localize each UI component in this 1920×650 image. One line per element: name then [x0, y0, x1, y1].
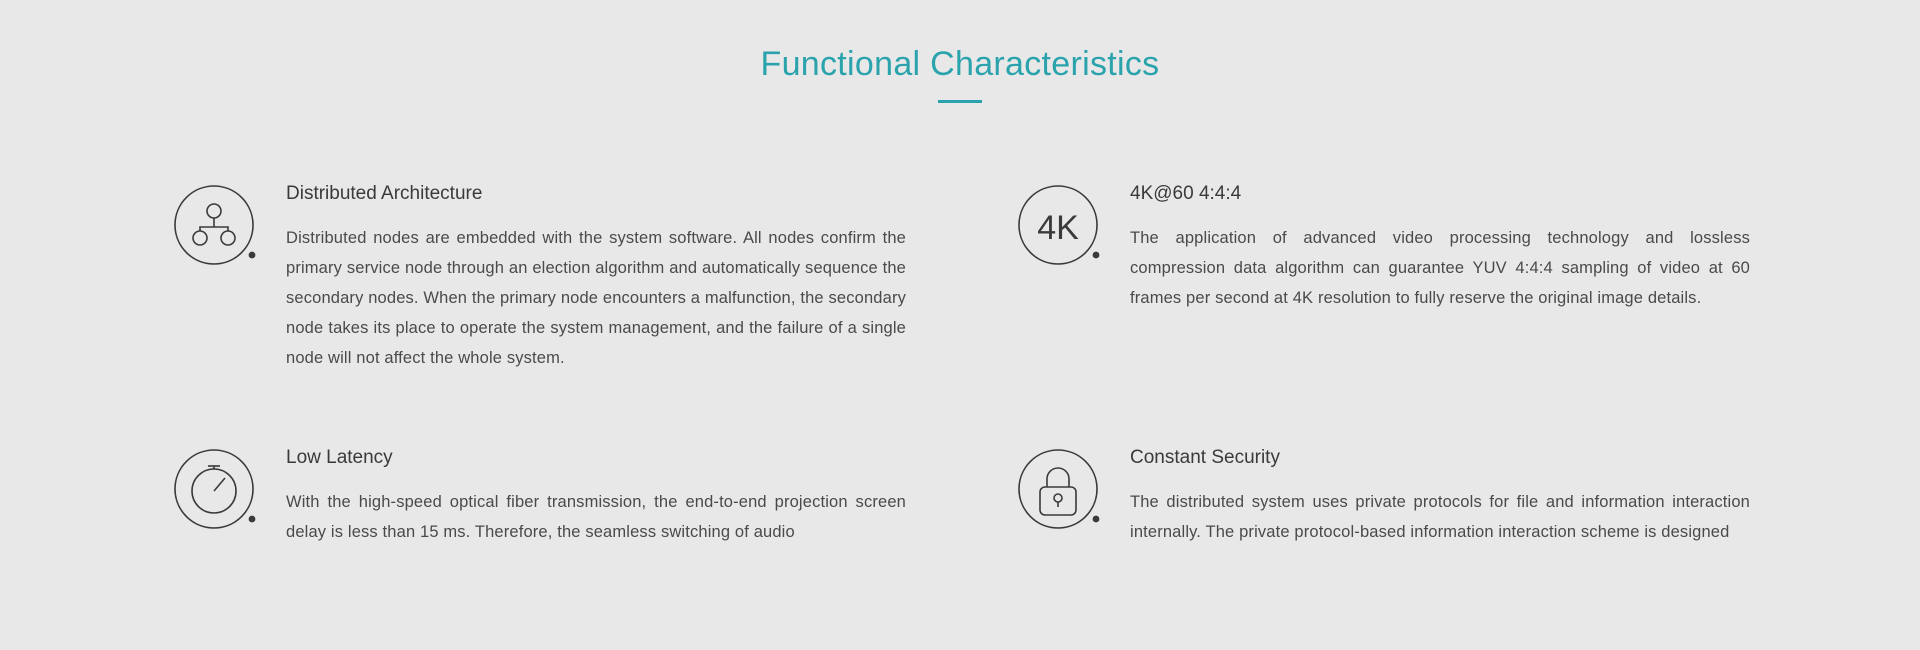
- svg-text:4K: 4K: [1037, 209, 1079, 247]
- feature-heading: Distributed Architecture: [286, 183, 483, 204]
- feature-body: [286, 445, 906, 547]
- lock-icon: [1016, 447, 1104, 535]
- feature-body: [1130, 445, 1750, 547]
- feature-body: [1130, 181, 1750, 313]
- feature-card-distributed-architecture: [172, 181, 906, 373]
- feature-text: With the high-speed optical fiber transmission, the end-to-end projection screen delay is less than 15 ms. Therefore, the seamless switching of audio: [286, 493, 906, 541]
- page-title: Functional Characteristics: [760, 45, 1160, 83]
- feature-heading: Constant Security: [1130, 447, 1280, 468]
- title-underline: [938, 100, 982, 103]
- feature-heading: Low Latency: [286, 447, 393, 468]
- 4k-resolution-icon: [1016, 183, 1104, 271]
- feature-card-low-latency: [172, 445, 906, 547]
- feature-card-constant-security: [1016, 445, 1750, 547]
- feature-text: Distributed nodes are embedded with the system software. All nodes confirm the primary service node through an election algorithm and automatically sequence the secondary nodes. When the primary node encounters a malfunction, the secondary node takes its place to operate the system management, and the failure of a single node will not affect the whole system.: [286, 229, 906, 367]
- feature-card-4k-60-444: [1016, 181, 1750, 373]
- section-header: [0, 0, 1920, 103]
- distributed-network-icon: [172, 183, 260, 271]
- feature-body: [286, 181, 906, 373]
- features-grid: [0, 181, 1920, 547]
- stopwatch-icon: [172, 447, 260, 535]
- feature-text: The distributed system uses private protocols for file and information interaction internally. The private protocol-based information interaction scheme is designed: [1130, 493, 1750, 541]
- feature-text: The application of advanced video processing technology and lossless compression data algorithm can guarantee YUV 4:4:4 sampling of video at 60 frames per second at 4K resolution to fully reserve the original image details.: [1130, 229, 1750, 307]
- feature-heading: 4K@60 4:4:4: [1130, 183, 1242, 204]
